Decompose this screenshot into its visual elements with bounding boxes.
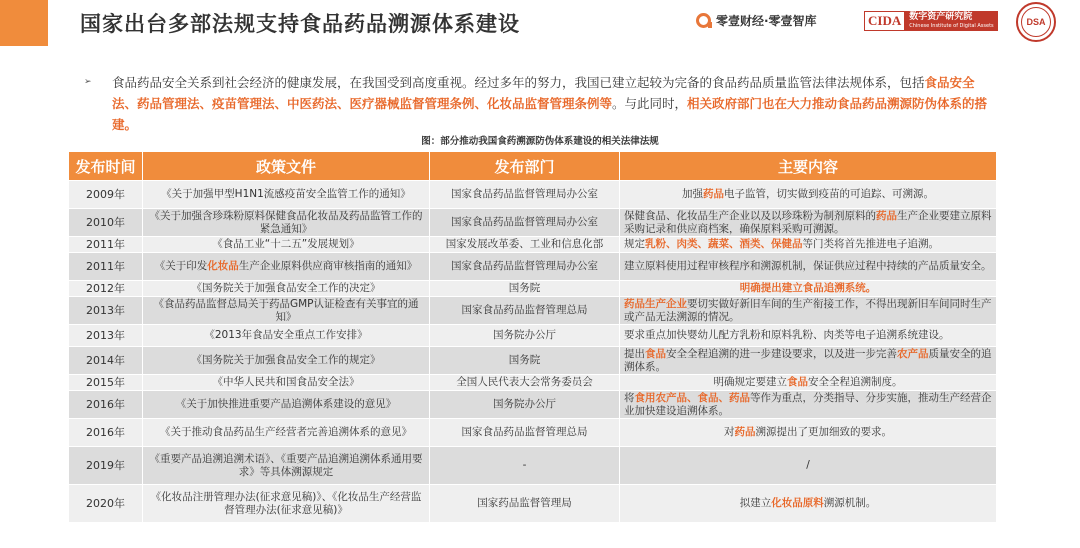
content-text: 拟建立 bbox=[739, 497, 772, 509]
cell-main-content bbox=[620, 209, 997, 237]
cell-department: 国家食品药品监督管理总局 bbox=[430, 419, 620, 447]
cell-policy-doc bbox=[143, 253, 430, 281]
content-highlight: 食用农产品、食品、药品 bbox=[634, 391, 750, 404]
table-row bbox=[69, 297, 997, 325]
logo-01caijing bbox=[696, 12, 817, 29]
cell-year: 2020年 bbox=[69, 485, 143, 523]
intro-segment: 。与此同时， bbox=[612, 96, 688, 111]
content-text: 质量安全的追溯体系。 bbox=[624, 347, 992, 373]
cell-year: 2016年 bbox=[69, 419, 143, 447]
cell-main-content bbox=[620, 297, 997, 325]
cell-department: 国务院办公厅 bbox=[430, 325, 620, 347]
cell-main-content bbox=[620, 347, 997, 375]
content-highlight: 食品 bbox=[787, 376, 808, 388]
content-text: 将 bbox=[624, 391, 635, 404]
content-text: 电子监管，切实做到疫苗的可追踪、可溯源。 bbox=[724, 188, 934, 200]
cell-policy-doc: 《化妆品注册管理办法(征求意见稿)》、《化妆品生产经营监督管理办法(征求意见稿)》 bbox=[143, 485, 430, 523]
cell-department: 国家食品药品监督管理总局 bbox=[430, 297, 620, 325]
logo-01caijing-text: 零壹财经·零壹智库 bbox=[716, 14, 817, 28]
content-highlight: 药品 bbox=[876, 209, 897, 222]
cell-policy-doc: 《重要产品追溯追溯术语》、《重要产品追溯追溯体系通用要求》等具体溯源规定 bbox=[143, 447, 430, 485]
cida-en-name: Chinese Institute of Digital Assets bbox=[909, 23, 994, 29]
intro-paragraph bbox=[84, 72, 988, 135]
cell-department: 全国人民代表大会常务委员会 bbox=[430, 375, 620, 391]
title-accent-bar bbox=[0, 0, 48, 46]
cell-department: 国家食品药品监督管理局办公室 bbox=[430, 181, 620, 209]
cell-year: 2015年 bbox=[69, 375, 143, 391]
cell-main-content bbox=[620, 419, 997, 447]
table-row bbox=[69, 419, 997, 447]
cell-main-content bbox=[620, 391, 997, 419]
cell-main-content bbox=[620, 375, 997, 391]
content-text: 安全全程追溯制度。 bbox=[808, 376, 903, 388]
cell-year: 2011年 bbox=[69, 237, 143, 253]
table-row bbox=[69, 237, 997, 253]
cida-cn-name: 数字资产研究院 bbox=[909, 12, 973, 22]
content-highlight: 明确提出建立食品追溯系统。 bbox=[739, 282, 877, 294]
header-main-content: 主要内容 bbox=[620, 152, 997, 181]
intro-text bbox=[88, 72, 988, 135]
cell-main-content bbox=[620, 281, 997, 297]
table-row bbox=[69, 281, 997, 297]
cell-main-content bbox=[620, 181, 997, 209]
content-text: 要切实做好新旧车间的生产衔接工作，不得出现新旧车间同时生产或产品无法溯源的情况。 bbox=[624, 297, 992, 323]
cell-policy-doc: 《2013年食品安全重点工作安排》 bbox=[143, 325, 430, 347]
intro-segment: 食品药品安全关系到社会经济的健康发展，在我国受到高度重视。经过多年的努力，我国已建立起较为完备的食品药品质量监管法律法规体系，包括 bbox=[112, 75, 925, 90]
intro-highlight: 食品安全法、药品管理法、疫苗管理法、中医药法、医疗器械监督管理条例、化妆品监督管理条例等 bbox=[112, 75, 975, 111]
doc-text: 生产企业原料供应商审核指南的通知》 bbox=[238, 260, 418, 272]
cell-department: 国家食品药品监督管理局办公室 bbox=[430, 253, 620, 281]
cell-year: 2016年 bbox=[69, 391, 143, 419]
content-text: 溯源机制。 bbox=[823, 497, 877, 509]
cell-main-content bbox=[620, 253, 997, 281]
logo-cida bbox=[864, 10, 998, 32]
cell-main-content bbox=[620, 325, 997, 347]
table-row bbox=[69, 253, 997, 281]
header-year: 发布时间 bbox=[69, 152, 143, 181]
doc-text: 《关于印发 bbox=[154, 260, 208, 272]
cell-year: 2012年 bbox=[69, 281, 143, 297]
01caijing-logo-icon bbox=[696, 13, 711, 28]
content-text: 生产企业要建立原料采购记录和供应商档案，确保原料采购可溯源。 bbox=[624, 209, 992, 235]
cell-policy-doc: 《关于推动食品药品生产经营者完善追溯体系的意见》 bbox=[143, 419, 430, 447]
table-row bbox=[69, 447, 997, 485]
cell-year: 2011年 bbox=[69, 253, 143, 281]
cell-year: 2013年 bbox=[69, 325, 143, 347]
cell-policy-doc: 《国务院关于加强食品安全工作的规定》 bbox=[143, 347, 430, 375]
cell-department: 国务院 bbox=[430, 347, 620, 375]
cell-department: 国家药品监督管理局 bbox=[430, 485, 620, 523]
bullet-arrow-icon: ➢ bbox=[84, 77, 92, 87]
content-highlight: 乳粉、肉类、蔬菜、酒类、保健品 bbox=[645, 238, 803, 250]
table-row bbox=[69, 375, 997, 391]
table-row bbox=[69, 209, 997, 237]
content-text: 溯源提出了更加细致的要求。 bbox=[755, 426, 892, 438]
cell-policy-doc: 《国务院关于加强食品安全工作的决定》 bbox=[143, 281, 430, 297]
cell-main-content bbox=[620, 237, 997, 253]
content-highlight: 食品 bbox=[645, 347, 666, 360]
content-text: 对 bbox=[724, 426, 735, 438]
content-text: 加强 bbox=[682, 188, 703, 200]
cell-year: 2010年 bbox=[69, 209, 143, 237]
intro-highlight: 相关政府部门也在大力推动食品药品溯源防伪体系的搭建。 bbox=[112, 96, 988, 132]
cell-year: 2013年 bbox=[69, 297, 143, 325]
content-highlight: 化妆品原料 bbox=[771, 497, 824, 509]
page-title: 国家出台多部法规支持食品药品溯源体系建设 bbox=[80, 12, 520, 36]
content-text: 安全全程追溯的进一步建设要求，以及进一步完善 bbox=[666, 347, 897, 360]
content-text: 要求重点加快婴幼儿配方乳粉和原料乳粉、肉类等电子追溯系统建设。 bbox=[624, 329, 950, 341]
header-policy-doc: 政策文件 bbox=[143, 152, 430, 181]
table-row bbox=[69, 347, 997, 375]
table-header-row bbox=[69, 152, 997, 181]
cell-department: 国家发展改革委、工业和信息化部 bbox=[430, 237, 620, 253]
content-highlight: 农产品 bbox=[897, 347, 929, 360]
cida-text-block bbox=[905, 11, 997, 31]
cida-mark: CIDA bbox=[864, 11, 905, 31]
content-text: 提出 bbox=[624, 347, 645, 360]
doc-highlight: 化妆品 bbox=[207, 260, 239, 272]
dsa-seal-logo bbox=[1016, 2, 1056, 42]
table-row bbox=[69, 325, 997, 347]
content-text: 建立原料使用过程审核程序和溯源机制，保证供应过程中持续的产品质量安全。 bbox=[624, 260, 992, 272]
cell-department: - bbox=[430, 447, 620, 485]
cell-policy-doc: 《食品药品监督总局关于药品GMP认证检查有关事宜的通知》 bbox=[143, 297, 430, 325]
table-row bbox=[69, 485, 997, 523]
content-highlight: 药品 bbox=[734, 426, 756, 438]
dsa-seal-text: DSA bbox=[1021, 7, 1051, 37]
cell-year: 2019年 bbox=[69, 447, 143, 485]
cell-policy-doc: 《中华人民共和国食品安全法》 bbox=[143, 375, 430, 391]
cell-department: 国家食品药品监督管理局办公室 bbox=[430, 209, 620, 237]
content-text: 等作为重点，分类指导、分步实施，推动生产经营企业加快建设追溯体系。 bbox=[624, 391, 992, 417]
cell-year: 2014年 bbox=[69, 347, 143, 375]
content-text: 保健食品、化妆品生产企业以及以珍珠粉为制剂原料的 bbox=[624, 209, 876, 222]
cell-policy-doc: 《关于加快推进重要产品追溯体系建设的意见》 bbox=[143, 391, 430, 419]
content-highlight: 药品生产企业 bbox=[624, 297, 687, 310]
table-row bbox=[69, 391, 997, 419]
content-highlight: 药品 bbox=[703, 188, 724, 200]
cell-main-content bbox=[620, 485, 997, 523]
cell-policy-doc: 《关于加强甲型H1N1流感疫苗安全监管工作的通知》 bbox=[143, 181, 430, 209]
cell-main-content bbox=[620, 447, 997, 485]
header-department: 发布部门 bbox=[430, 152, 620, 181]
cell-department: 国务院 bbox=[430, 281, 620, 297]
table-caption: 图：部分推动我国食药溯源防伪体系建设的相关法律法规 bbox=[421, 136, 659, 147]
cell-policy-doc: 《食品工业“十二五”发展规划》 bbox=[143, 237, 430, 253]
regulations-table bbox=[68, 151, 997, 523]
content-text: 明确规定要建立 bbox=[713, 376, 787, 388]
content-text: / bbox=[806, 459, 810, 471]
content-text: 等门类将首先推进电子追溯。 bbox=[802, 238, 939, 250]
cell-policy-doc: 《关于加强含珍珠粉原料保健食品化妆品及药品监管工作的紧急通知》 bbox=[143, 209, 430, 237]
cell-department: 国务院办公厅 bbox=[430, 391, 620, 419]
cell-year: 2009年 bbox=[69, 181, 143, 209]
table-row bbox=[69, 181, 997, 209]
content-text: 规定 bbox=[624, 238, 645, 250]
